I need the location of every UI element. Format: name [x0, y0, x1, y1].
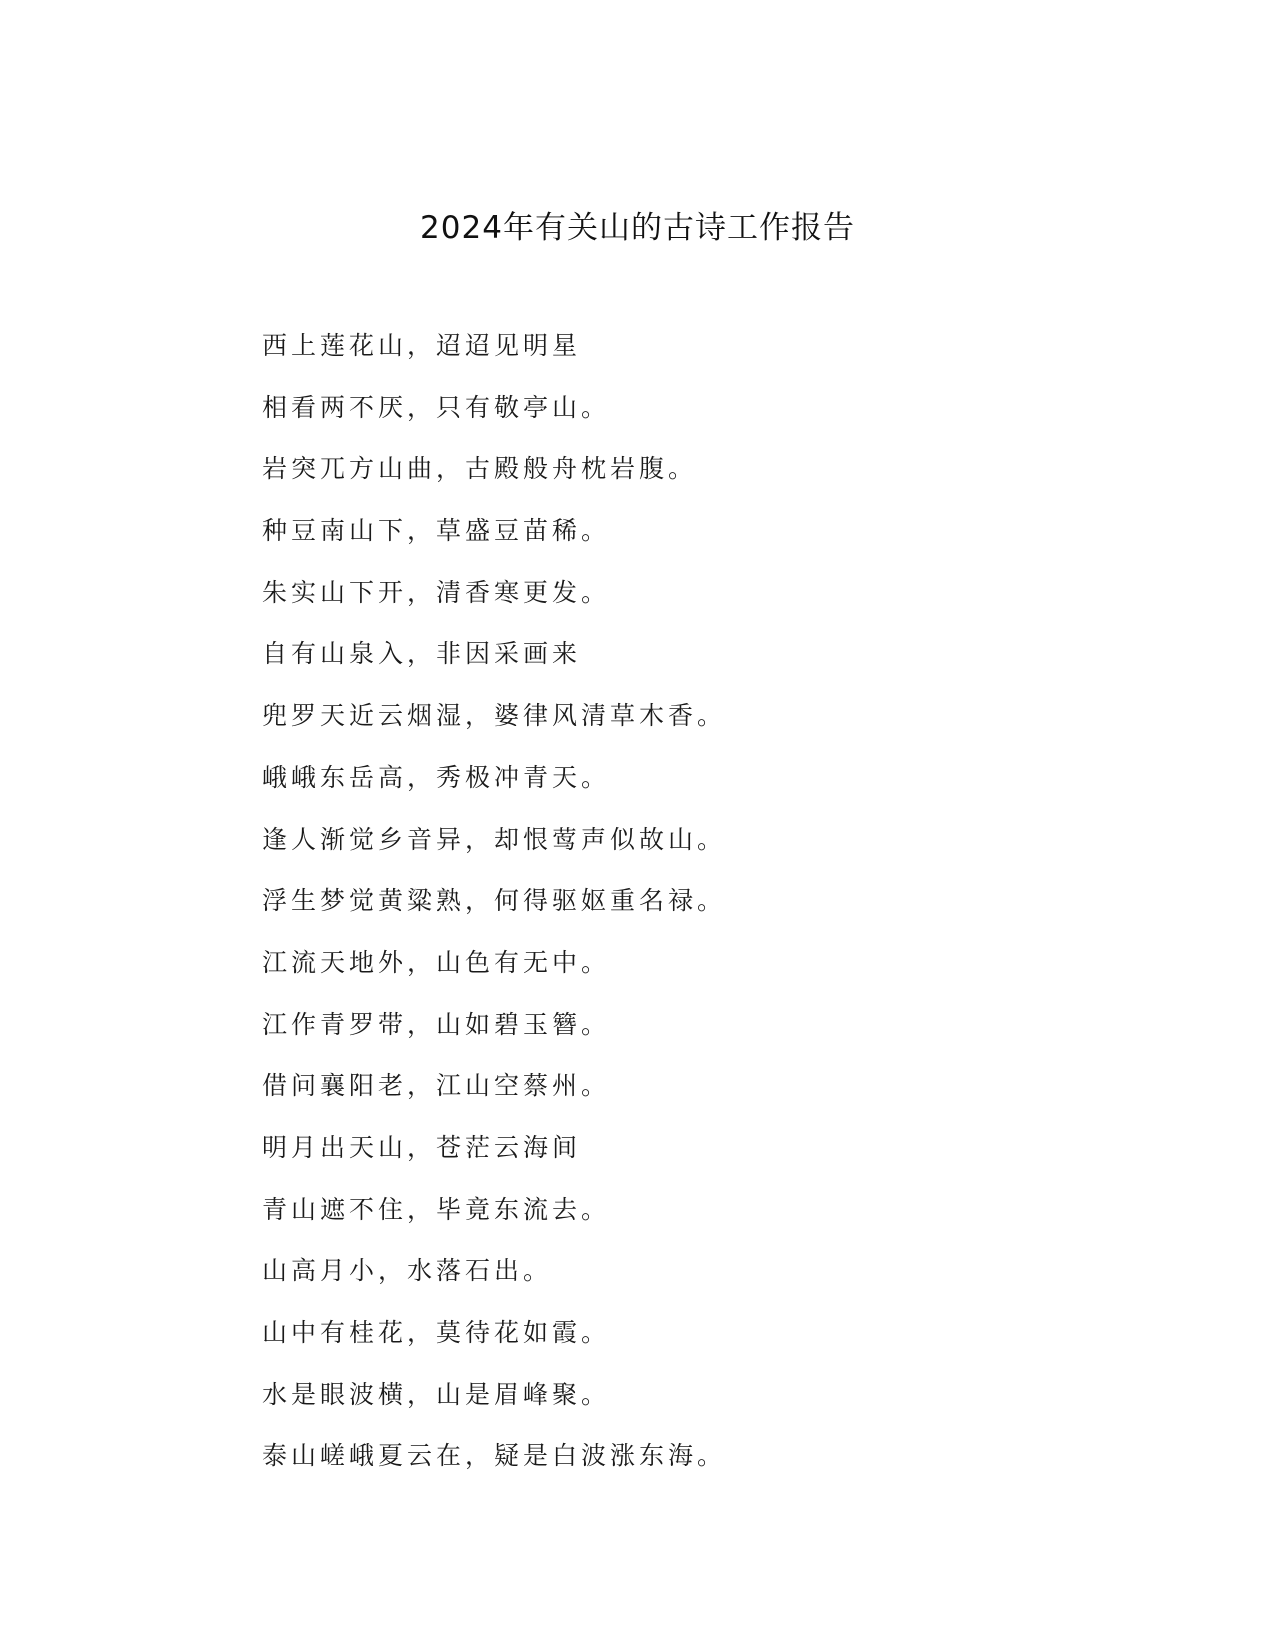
poem-line: 江作青罗带，山如碧玉簪。	[262, 1009, 611, 1039]
poem-line: 江流天地外，山色有无中。	[262, 947, 611, 977]
poem-line: 种豆南山下，草盛豆苗稀。	[262, 516, 611, 546]
poem-line: 山高月小，水落石出。	[262, 1256, 553, 1286]
poem-line: 西上莲花山，迢迢见明星	[262, 331, 582, 360]
poem-line: 借问襄阳老，江山空蔡州。	[262, 1071, 611, 1101]
page-title: 2024年有关山的古诗工作报告	[420, 210, 855, 246]
poem-line: 相看两不厌，只有敬亭山。	[262, 392, 611, 422]
poem-line: 岩突兀方山曲，古殿般舟枕岩腹。	[262, 454, 698, 484]
poem-line: 朱实山下开，清香寒更发。	[262, 577, 611, 607]
poem-line: 自有山泉入，非因采画来	[262, 639, 582, 669]
poem-list	[262, 330, 1062, 1502]
poem-line: 浮生梦觉黄粱熟，何得驱妪重名禄。	[262, 886, 727, 916]
poem-line: 明月出天山，苍茫云海间	[262, 1132, 582, 1162]
poem-line: 山中有桂花，莫待花如霞。	[262, 1318, 611, 1347]
poem-line: 泰山嵯峨夏云在，疑是白波涨东海。	[262, 1441, 727, 1471]
poem-line: 青山遮不住，毕竟东流去。	[262, 1194, 611, 1224]
poem-line: 水是眼波横，山是眉峰聚。	[262, 1379, 611, 1409]
poem-line: 峨峨东岳高，秀极冲青天。	[262, 762, 611, 792]
poem-line: 兜罗天近云烟湿，婆律风清草木香。	[262, 701, 727, 731]
poem-line: 逢人渐觉乡音异，却恨莺声似故山。	[262, 824, 727, 854]
